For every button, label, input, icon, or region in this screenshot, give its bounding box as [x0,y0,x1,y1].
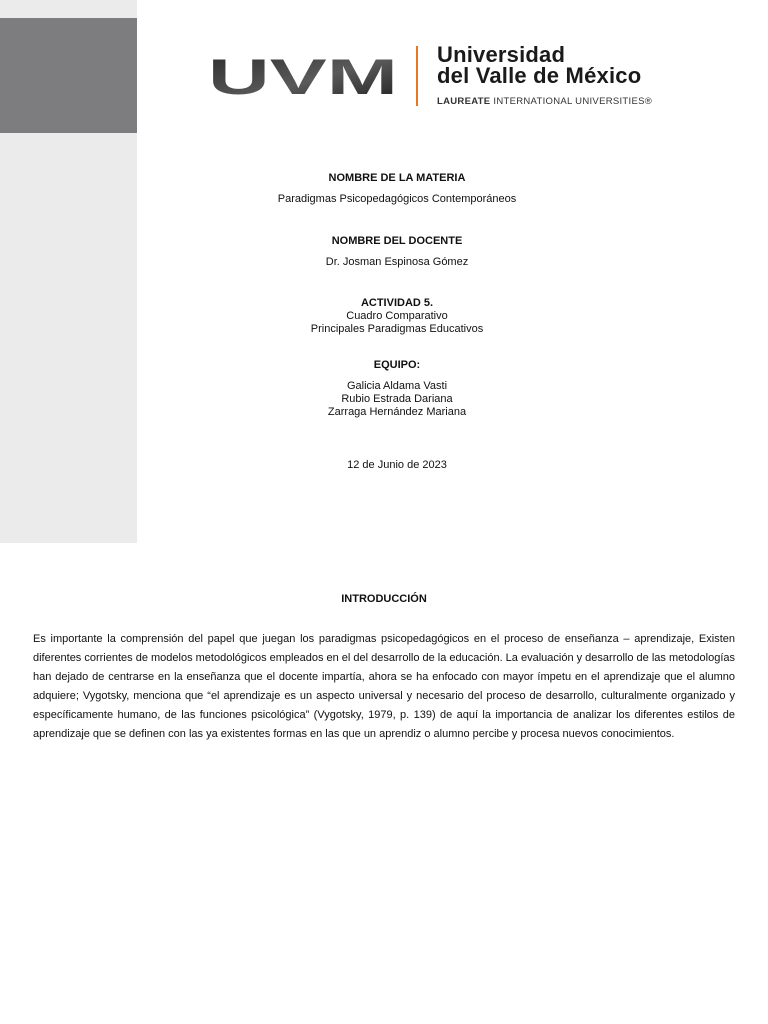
university-name-line2: del Valle de México [437,63,642,88]
teacher-value: Dr. Josman Espinosa Gómez [325,256,469,268]
svg-text:UVM: UVM [208,54,398,98]
teacher-label: NOMBRE DEL DOCENTE [331,235,463,247]
date-section [137,459,657,472]
activity-label: ACTIVIDAD 5. [360,297,434,309]
subject-section [137,172,657,206]
team-label: EQUIPO: [373,359,421,371]
team-member: Rubio Estrada Dariana [341,393,453,405]
team-member: Galicia Aldama Vasti [346,380,448,392]
team-member: Zarraga Hernández Mariana [327,406,467,418]
teacher-section [137,235,657,269]
activity-line2: Principales Paradigmas Educativos [310,323,484,335]
subject-label: NOMBRE DE LA MATERIA [328,172,466,184]
introduction-title: INTRODUCCIÓN [341,593,427,605]
activity-section [137,297,657,336]
laureate-tagline [437,96,652,107]
subject-value: Paradigmas Psicopedagógicos Contemporáneos [277,193,517,205]
university-name [437,44,641,86]
laureate-bold: LAUREATE [437,96,491,107]
logo-divider [416,46,418,106]
date-text: 12 de Junio de 2023 [347,459,447,471]
uvm-wordmark-logo [208,54,400,98]
introduction-body: Es importante la comprensión del papel que juegan los paradigmas psicopedagógicos en el proceso de enseñanza – aprendizaje, Existen diferentes corrientes de modelos metodológicos empleados en el del desarrollo de la educación. La evaluación y desarrollo de las metodologías han dejado de centrarse en la enseñanza que el docente impartía, ahora se ha enfocado con mayor ímpetu en el aprendizaje que el alumno adquiere; Vygotsky, menciona que “el aprendizaje es un aspecto universal y necesario del proceso de desarrollo, culturalmente organizado y específicamente humano, de las funciones psicológica” (Vygotsky, 1979, p. 139) de aquí la importancia de analizar los diferentes estilos de aprendizaje que se definen con las ya existentes formas en las que un aprendiz o alumno percibe y procesa nuevos conocimientos. [33,633,735,741]
laureate-rest: INTERNATIONAL UNIVERSITIES® [493,96,653,107]
side-block [0,18,137,133]
uvm-logo [208,40,688,112]
activity-line1: Cuadro Comparativo [346,310,448,322]
university-name-line1: Universidad [437,42,566,67]
team-section [137,359,657,419]
